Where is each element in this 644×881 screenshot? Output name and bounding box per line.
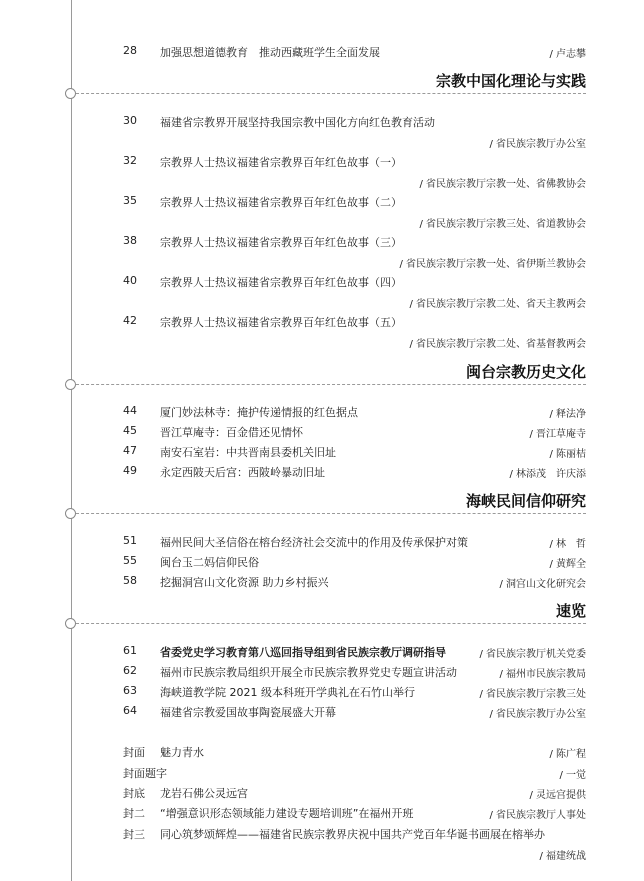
divider-circle-icon: [65, 379, 76, 390]
cover-author: / 福建统战: [539, 851, 586, 862]
article-title[interactable]: 挖掘洞宫山文化资源 助力乡村振兴: [160, 576, 329, 589]
section-heading-religion-sinicization: 宗教中国化理论与实践: [435, 72, 586, 90]
cover-label: 封面: [123, 746, 145, 759]
page-number: 42: [123, 314, 137, 327]
article-title[interactable]: 永定西陂天后宫：西陂岭暴动旧址: [160, 466, 325, 479]
section-heading-quick-view: 速览: [555, 602, 586, 620]
page-number: 35: [123, 194, 137, 207]
article-author: / 林添茂 许庆添: [509, 469, 586, 480]
divider-circle-icon: [65, 88, 76, 99]
article-author: / 省民族宗教厅宗教二处、省天主教两会: [409, 299, 586, 310]
article-title[interactable]: 海峡道教学院 2021 级本科班开学典礼在石竹山举行: [160, 686, 415, 699]
cover-title: 同心筑梦颂辉煌——福建省民族宗教界庆祝中国共产党百年华诞书画展在榕举办: [160, 828, 545, 841]
cover-title: “增强意识形态领域能力建设专题培训班”在福州开班: [160, 807, 414, 820]
article-author: / 黄辉全: [549, 559, 586, 570]
article-title[interactable]: 闽台玉二妈信仰民俗: [160, 556, 259, 569]
article-title[interactable]: 宗教界人士热议福建省宗教界百年红色故事（三）: [160, 236, 402, 249]
section-divider: [71, 93, 586, 94]
page-number: 64: [123, 704, 137, 717]
article-title[interactable]: 宗教界人士热议福建省宗教界百年红色故事（一）: [160, 156, 402, 169]
cover-label: 封三: [123, 828, 145, 841]
cover-title: 龙岩石佛公灵远宫: [160, 787, 248, 800]
cover-author: / 省民族宗教厅人事处: [489, 810, 586, 821]
article-author: / 卢志攀: [549, 49, 586, 60]
article-title[interactable]: 加强思想道德教育 推动西藏班学生全面发展: [160, 46, 380, 59]
page-number: 40: [123, 274, 137, 287]
article-title[interactable]: 福建省宗教界开展坚持我国宗教中国化方向红色教育活动: [160, 116, 435, 129]
page-number: 62: [123, 664, 137, 677]
page-number: 58: [123, 574, 137, 587]
page-number: 55: [123, 554, 137, 567]
article-author: / 陈丽桔: [549, 449, 586, 460]
article-author: / 省民族宗教厅办公室: [489, 709, 586, 720]
cover-author: / 灵远宫提供: [529, 790, 586, 801]
article-author: / 省民族宗教厅宗教一处、省佛教协会: [419, 179, 586, 190]
section-divider: [71, 513, 586, 514]
article-author: / 洞宫山文化研究会: [499, 579, 586, 590]
article-author: / 晋江草庵寺: [529, 429, 586, 440]
page-number: 38: [123, 234, 137, 247]
page-number: 63: [123, 684, 137, 697]
article-title[interactable]: 宗教界人士热议福建省宗教界百年红色故事（二）: [160, 196, 402, 209]
article-author: / 省民族宗教厅宗教二处、省基督教两会: [409, 339, 586, 350]
article-title[interactable]: 宗教界人士热议福建省宗教界百年红色故事（四）: [160, 276, 402, 289]
page-number: 49: [123, 464, 137, 477]
article-title[interactable]: 晋江草庵寺：百金借还见情怀: [160, 426, 303, 439]
article-title[interactable]: 福州民间大圣信俗在榕台经济社会交流中的作用及传承保护对策: [160, 536, 468, 549]
cover-author: / 陈广程: [549, 749, 586, 760]
page-number: 30: [123, 114, 137, 127]
article-author: / 福州市民族宗教局: [499, 669, 586, 680]
article-author: / 释法净: [549, 409, 586, 420]
divider-circle-icon: [65, 508, 76, 519]
section-heading-minnan-taiwan-history: 闽台宗教历史文化: [465, 363, 586, 381]
article-title[interactable]: 宗教界人士热议福建省宗教界百年红色故事（五）: [160, 316, 402, 329]
cover-label: 封面题字: [123, 767, 167, 780]
vertical-rule: [71, 0, 72, 881]
cover-author: / 一觉: [559, 770, 586, 781]
cover-title: 魅力青水: [160, 746, 204, 759]
section-divider: [71, 623, 586, 624]
article-author: / 林 哲: [549, 539, 586, 550]
article-author: / 省民族宗教厅办公室: [489, 139, 586, 150]
article-author: / 省民族宗教厅机关党委: [479, 649, 586, 660]
article-author: / 省民族宗教厅宗教三处、省道教协会: [419, 219, 586, 230]
page-number: 28: [123, 44, 137, 57]
section-heading-strait-folk-belief: 海峡民间信仰研究: [465, 492, 586, 510]
article-author: / 省民族宗教厅宗教一处、省伊斯兰教协会: [399, 259, 586, 270]
article-title[interactable]: 南安石室岩：中共晋南县委机关旧址: [160, 446, 336, 459]
section-divider: [71, 384, 586, 385]
cover-label: 封二: [123, 807, 145, 820]
page-number: 44: [123, 404, 137, 417]
divider-circle-icon: [65, 618, 76, 629]
cover-label: 封底: [123, 787, 145, 800]
article-title[interactable]: 厦门妙法林寺：掩护传递情报的红色据点: [160, 406, 358, 419]
page-number: 32: [123, 154, 137, 167]
article-title[interactable]: 福州市民族宗教局组织开展全市民族宗教界党史专题宣讲活动: [160, 666, 457, 679]
page-number: 61: [123, 644, 137, 657]
page-number: 47: [123, 444, 137, 457]
article-title[interactable]: 省委党史学习教育第八巡回指导组到省民族宗教厅调研指导: [160, 646, 446, 659]
page-number: 51: [123, 534, 137, 547]
page-number: 45: [123, 424, 137, 437]
article-author: / 省民族宗教厅宗教三处: [479, 689, 586, 700]
article-title[interactable]: 福建省宗教爱国故事陶瓷展盛大开幕: [160, 706, 336, 719]
